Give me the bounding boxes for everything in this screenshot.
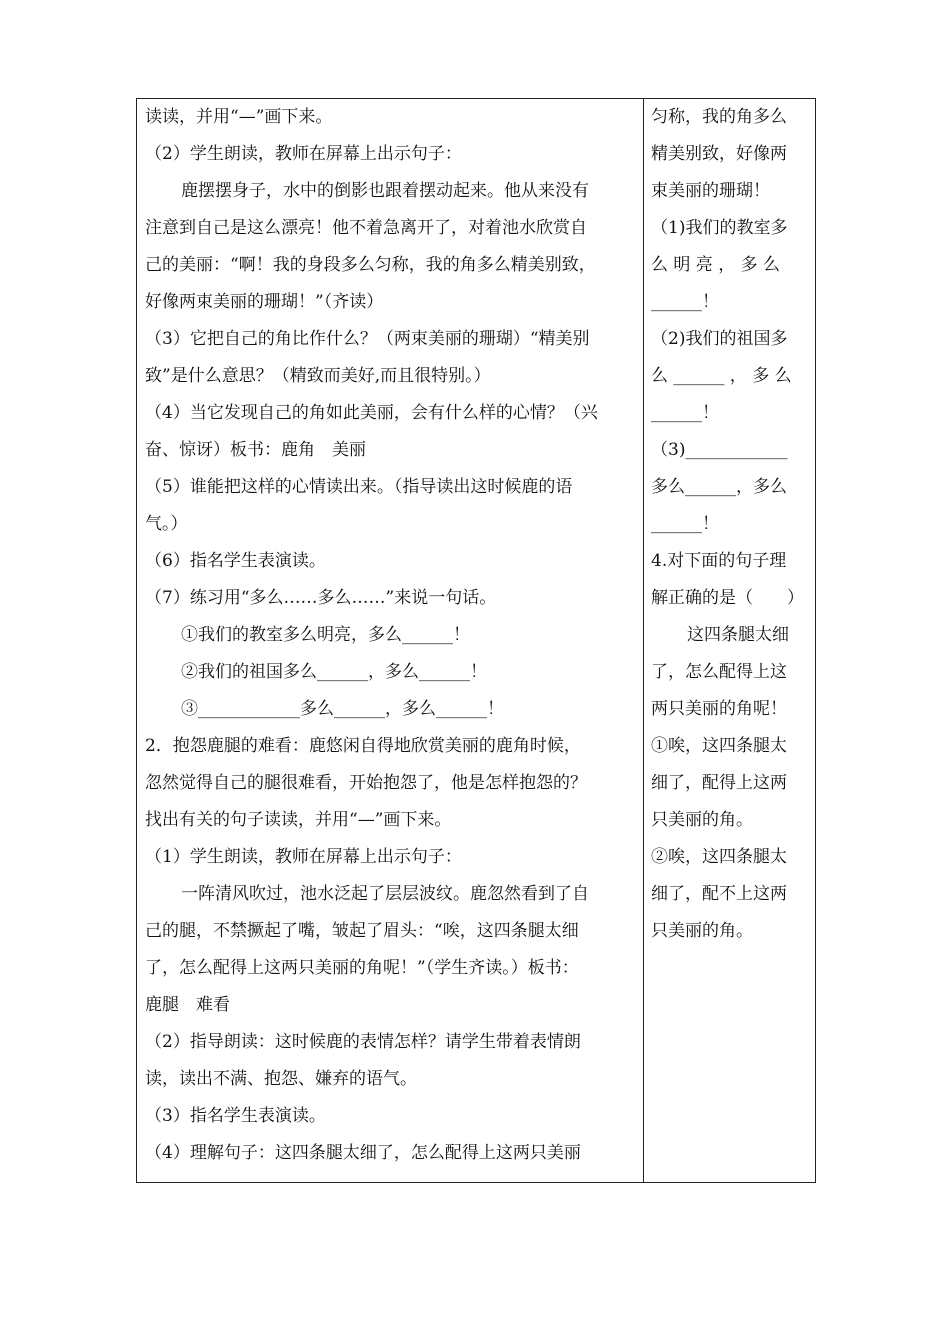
left-line: （3）指名学生表演读。 bbox=[145, 1106, 326, 1126]
left-line: 2．抱怨鹿腿的难看：鹿悠闲自得地欣赏美丽的鹿角时候， bbox=[145, 736, 581, 756]
left-line: 了，怎么配得上这两只美丽的角呢！”（学生齐读。）板书： bbox=[145, 958, 579, 978]
left-line: 一阵清风吹过，池水泛起了层层波纹。鹿忽然看到了自 bbox=[181, 884, 589, 904]
left-line: 找出有关的句子读读，并用“—”画下来。 bbox=[145, 810, 452, 830]
left-line: 气。） bbox=[145, 514, 188, 534]
left-line: 己的美丽：“啊！我的身段多么匀称，我的角多么精美别致， bbox=[145, 255, 596, 275]
right-line: （3)____________ bbox=[651, 440, 788, 460]
right-line: ______！ bbox=[651, 292, 719, 312]
left-line: 致”是什么意思？（精致而美好,而且很特别。） bbox=[145, 366, 491, 386]
right-line: 这四条腿太细 bbox=[687, 625, 789, 645]
left-line: （6）指名学生表演读。 bbox=[145, 551, 326, 571]
left-line: （3）它把自己的角比作什么？（两束美丽的珊瑚）“精美别 bbox=[145, 329, 590, 349]
right-line: 解正确的是（ ） bbox=[651, 588, 804, 608]
left-line: （5）谁能把这样的心情读出来。（指导读出这时候鹿的语 bbox=[145, 477, 573, 497]
left-line: （4）理解句子：这四条腿太细了，怎么配得上这两只美丽 bbox=[145, 1143, 581, 1163]
right-line: 细了，配不上这两 bbox=[651, 884, 787, 904]
left-line: （2）学生朗读，教师在屏幕上出示句子： bbox=[145, 144, 462, 164]
right-line: 束美丽的珊瑚！ bbox=[651, 181, 770, 201]
left-line: ②我们的祖国多么______，多么______！ bbox=[181, 662, 487, 682]
left-line: 奋、惊讶）板书：鹿角 美丽 bbox=[145, 440, 366, 460]
right-line: 只美丽的角。 bbox=[651, 921, 753, 941]
right-line: （2)我们的祖国多 bbox=[651, 329, 788, 349]
right-line: 了，怎么配得上这 bbox=[651, 662, 787, 682]
left-line: 忽然觉得自己的腿很难看，开始抱怨了，他是怎样抱怨的？ bbox=[145, 773, 587, 793]
left-line: 注意到自己是这么漂亮！他不着急离开了，对着池水欣赏自 bbox=[145, 218, 587, 238]
right-line: 精美别致，好像两 bbox=[651, 144, 787, 164]
right-line: 4.对下面的句子理 bbox=[651, 551, 787, 571]
right-line: ②唉，这四条腿太 bbox=[651, 847, 787, 867]
left-line: 己的腿，不禁撅起了嘴，皱起了眉头：“唉，这四条腿太细 bbox=[145, 921, 579, 941]
column-divider bbox=[643, 99, 644, 1182]
left-line: （1）学生朗读，教师在屏幕上出示句子： bbox=[145, 847, 462, 867]
left-line: 读，读出不满、抱怨、嫌弃的语气。 bbox=[145, 1069, 417, 1089]
right-line: ①唉，这四条腿太 bbox=[651, 736, 787, 756]
left-line: （7）练习用“多么……多么……”来说一句话。 bbox=[145, 588, 497, 608]
left-line: 读读，并用“—”画下来。 bbox=[145, 107, 333, 127]
right-line: （1)我们的教室多 bbox=[651, 218, 788, 238]
right-line: ______！ bbox=[651, 403, 719, 423]
left-line: 好像两束美丽的珊瑚！”（齐读） bbox=[145, 292, 384, 312]
right-line: 匀称，我的角多么 bbox=[651, 107, 787, 127]
right-line: 两只美丽的角呢！ bbox=[651, 699, 787, 719]
right-line: 么 明 亮 ， 多 么 bbox=[651, 255, 781, 275]
left-line: 鹿摆摆身子，水中的倒影也跟着摆动起来。他从来没有 bbox=[181, 181, 589, 201]
right-line: 细了，配得上这两 bbox=[651, 773, 787, 793]
right-line: 多么______，多么 bbox=[651, 477, 787, 497]
left-line: （2）指导朗读：这时候鹿的表情怎样？请学生带着表情朗 bbox=[145, 1032, 581, 1052]
left-line: ③____________多么______，多么______！ bbox=[181, 699, 504, 719]
left-line: ①我们的教室多么明亮，多么______！ bbox=[181, 625, 470, 645]
lesson-table bbox=[136, 98, 816, 1183]
right-line: 只美丽的角。 bbox=[651, 810, 753, 830]
right-line: ______！ bbox=[651, 514, 719, 534]
left-line: 鹿腿 难看 bbox=[145, 995, 230, 1015]
right-line: 么 ______ ， 多 么 bbox=[651, 366, 792, 386]
left-line: （4）当它发现自己的角如此美丽，会有什么样的心情？（兴 bbox=[145, 403, 598, 423]
